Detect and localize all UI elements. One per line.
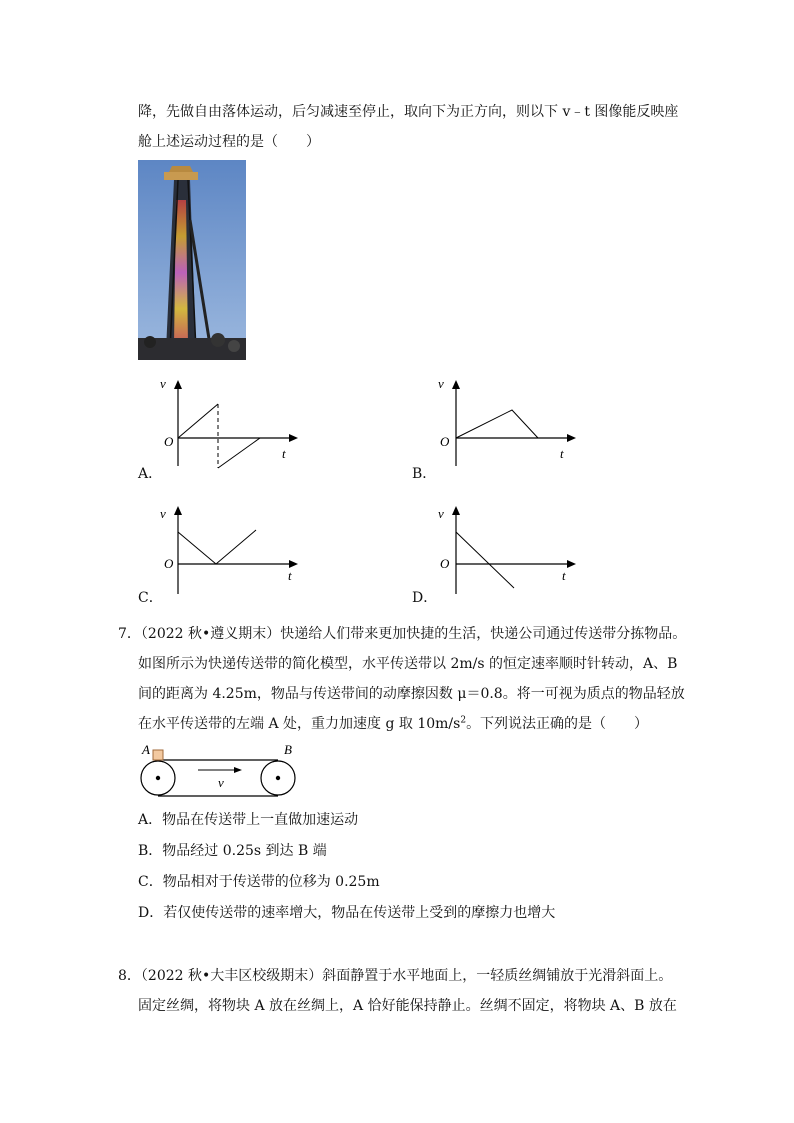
option-d-label[interactable]: D．	[412, 590, 438, 606]
q8-text-line-2: 固定丝绸，将物块 A 放在丝绸上，A 恰好能保持静止。丝绸不固定，将物块 A、B 放在	[138, 998, 677, 1014]
origin-label: O	[440, 434, 450, 449]
graph-option-c	[150, 502, 310, 598]
graph-option-b	[428, 376, 588, 472]
option-c-label[interactable]: C．	[138, 590, 163, 606]
v-axis-label: v	[160, 506, 166, 521]
q7-text-line-2: 如图所示为快递传送带的简化模型，水平传送带以 2m/s 的恒定速率顺时针转动，A、B	[138, 656, 678, 672]
v-axis-label: v	[438, 506, 444, 521]
v-axis-label: v	[160, 376, 166, 391]
q7-line4-superscript: 2	[460, 715, 467, 726]
q7-line4-pre: 在水平传送带的左端 A 处，重力加速度 g 取 10m/s	[138, 716, 461, 732]
q7-option-b[interactable]: B．物品经过 0.25s 到达 B 端	[138, 843, 327, 859]
velocity-label: v	[218, 775, 224, 790]
origin-label: O	[164, 556, 174, 571]
q7-text-line-3: 间的距离为 4.25m，物品与传送带间的动摩擦因数 μ＝0.8。将一可视为质点的物品轻放	[138, 686, 685, 702]
q6-text-line-1: 降，先做自由落体运动，后匀减速至停止，取向下为正方向，则以下 v﹣t 图像能反映座	[138, 104, 679, 120]
v-axis-label: v	[438, 376, 444, 391]
graph-option-d	[428, 502, 588, 598]
point-b-label: B	[284, 742, 292, 757]
origin-label: O	[440, 556, 450, 571]
t-axis-label: t	[282, 446, 286, 461]
q8-text-line-1: 8．（2022 秋•大丰区校级期末）斜面静置于水平地面上，一轻质丝绸铺放于光滑斜面上。	[118, 968, 673, 984]
option-b-label[interactable]: B．	[412, 466, 437, 482]
package-block	[153, 750, 163, 760]
q7-text-line-4	[138, 714, 648, 734]
option-a-label[interactable]: A．	[138, 466, 163, 482]
drop-tower-photo	[138, 160, 246, 360]
q7-text-line-1: 7．（2022 秋•遵义期末）快递给人们带来更加快捷的生活，快递公司通过传送带分拣物品。	[118, 626, 687, 642]
q6-text-line-2: 舱上述运动过程的是（ ）	[138, 134, 320, 150]
t-axis-label: t	[288, 568, 292, 583]
q7-option-d[interactable]: D．若仅使传送带的速率增大，物品在传送带上受到的摩擦力也增大	[138, 905, 556, 921]
q7-option-c[interactable]: C．物品相对于传送带的位移为 0.25m	[138, 874, 380, 890]
q7-option-a[interactable]: A．物品在传送带上一直做加速运动	[138, 812, 359, 828]
q7-line4-post: 。下列说法正确的是（ ）	[466, 716, 649, 732]
origin-label: O	[164, 434, 174, 449]
graph-option-a	[150, 376, 310, 472]
t-axis-label: t	[560, 446, 564, 461]
point-a-label: A	[142, 742, 150, 757]
conveyor-belt-figure	[138, 740, 303, 802]
t-axis-label: t	[562, 568, 566, 583]
